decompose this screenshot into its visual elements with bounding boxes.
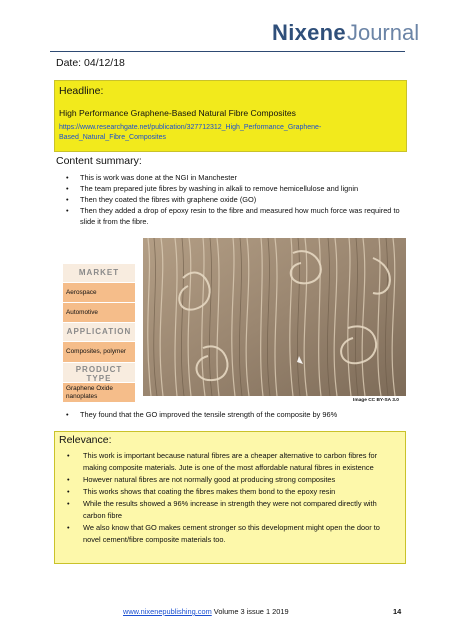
image-credit: Image CC BY-SA 3.0	[353, 398, 399, 403]
application-value: Composites, polymer	[63, 342, 135, 363]
content-summary-list	[66, 172, 406, 227]
relevance-item: • This work is important because natural fibres are a cheaper alternative to carbon fibres for making composite materials. Jute is one of the most affordable natural fibres in existence	[67, 450, 397, 474]
content-summary-label: Content summary:	[56, 155, 142, 167]
relevance-item: • This works shows that coating the fibres makes them bond to the epoxy resin	[67, 486, 397, 498]
page-number: 14	[393, 607, 402, 616]
footer-website-link[interactable]: www.nixenepublishing.com	[123, 607, 212, 616]
date-line: Date: 04/12/18	[56, 57, 125, 69]
headline-label: Headline:	[59, 85, 104, 97]
market-value-aerospace: Aerospace	[63, 283, 135, 303]
summary-item: • Then they coated the fibres with graphene oxide (GO)	[66, 194, 406, 205]
header-rule	[50, 51, 405, 52]
relevance-item: • We also know that GO makes cement stronger so this development might open the door to novel cement/fibre composite materials too.	[67, 522, 397, 546]
jute-fibre-illustration	[143, 238, 406, 396]
logo-brand-suffix: Journal	[346, 20, 420, 45]
headline-box	[54, 80, 407, 152]
logo-brand-name: Nixene	[272, 20, 346, 45]
market-header: MARKET	[63, 264, 135, 283]
summary-item: • The team prepared jute fibres by washing in alkali to remove hemicellulose and lignin	[66, 183, 406, 194]
result-item: • They found that the GO improved the tensile strength of the composite by 96%	[66, 409, 406, 420]
application-header: APPLICATION	[63, 323, 135, 342]
headline-title: High Performance Graphene-Based Natural Fibre Composites	[59, 108, 296, 118]
relevance-item: • While the results showed a 96% increase in strength they were not compared directly with carbon fibre	[67, 498, 397, 522]
relevance-item: • However natural fibres are not normally good at producing strong composites	[67, 474, 397, 486]
summary-item: • This is work was done at the NGI in Manchester	[66, 172, 406, 183]
jute-fibre-photo	[143, 238, 406, 396]
footer-issue: Volume 3 issue 1 2019	[213, 607, 289, 616]
product-type-value: Graphene Oxide nanoplates	[63, 383, 135, 403]
market-value-automotive: Automotive	[63, 303, 135, 323]
journal-logo	[272, 20, 419, 54]
footer	[123, 607, 289, 616]
result-bullet-list	[66, 409, 406, 420]
product-type-header: PRODUCT TYPE	[63, 363, 135, 383]
relevance-list	[67, 450, 397, 546]
classification-table	[63, 264, 135, 403]
headline-source-link[interactable]: https://www.researchgate.net/publication/327712312_High_Performance_Graphene- Based_Natural_Fibre_Composites	[59, 124, 322, 141]
relevance-label: Relevance:	[59, 434, 112, 446]
relevance-box	[54, 431, 406, 564]
summary-item: • Then they added a drop of epoxy resin to the fibre and measured how much force was required to slide it from the fibre.	[66, 205, 406, 227]
